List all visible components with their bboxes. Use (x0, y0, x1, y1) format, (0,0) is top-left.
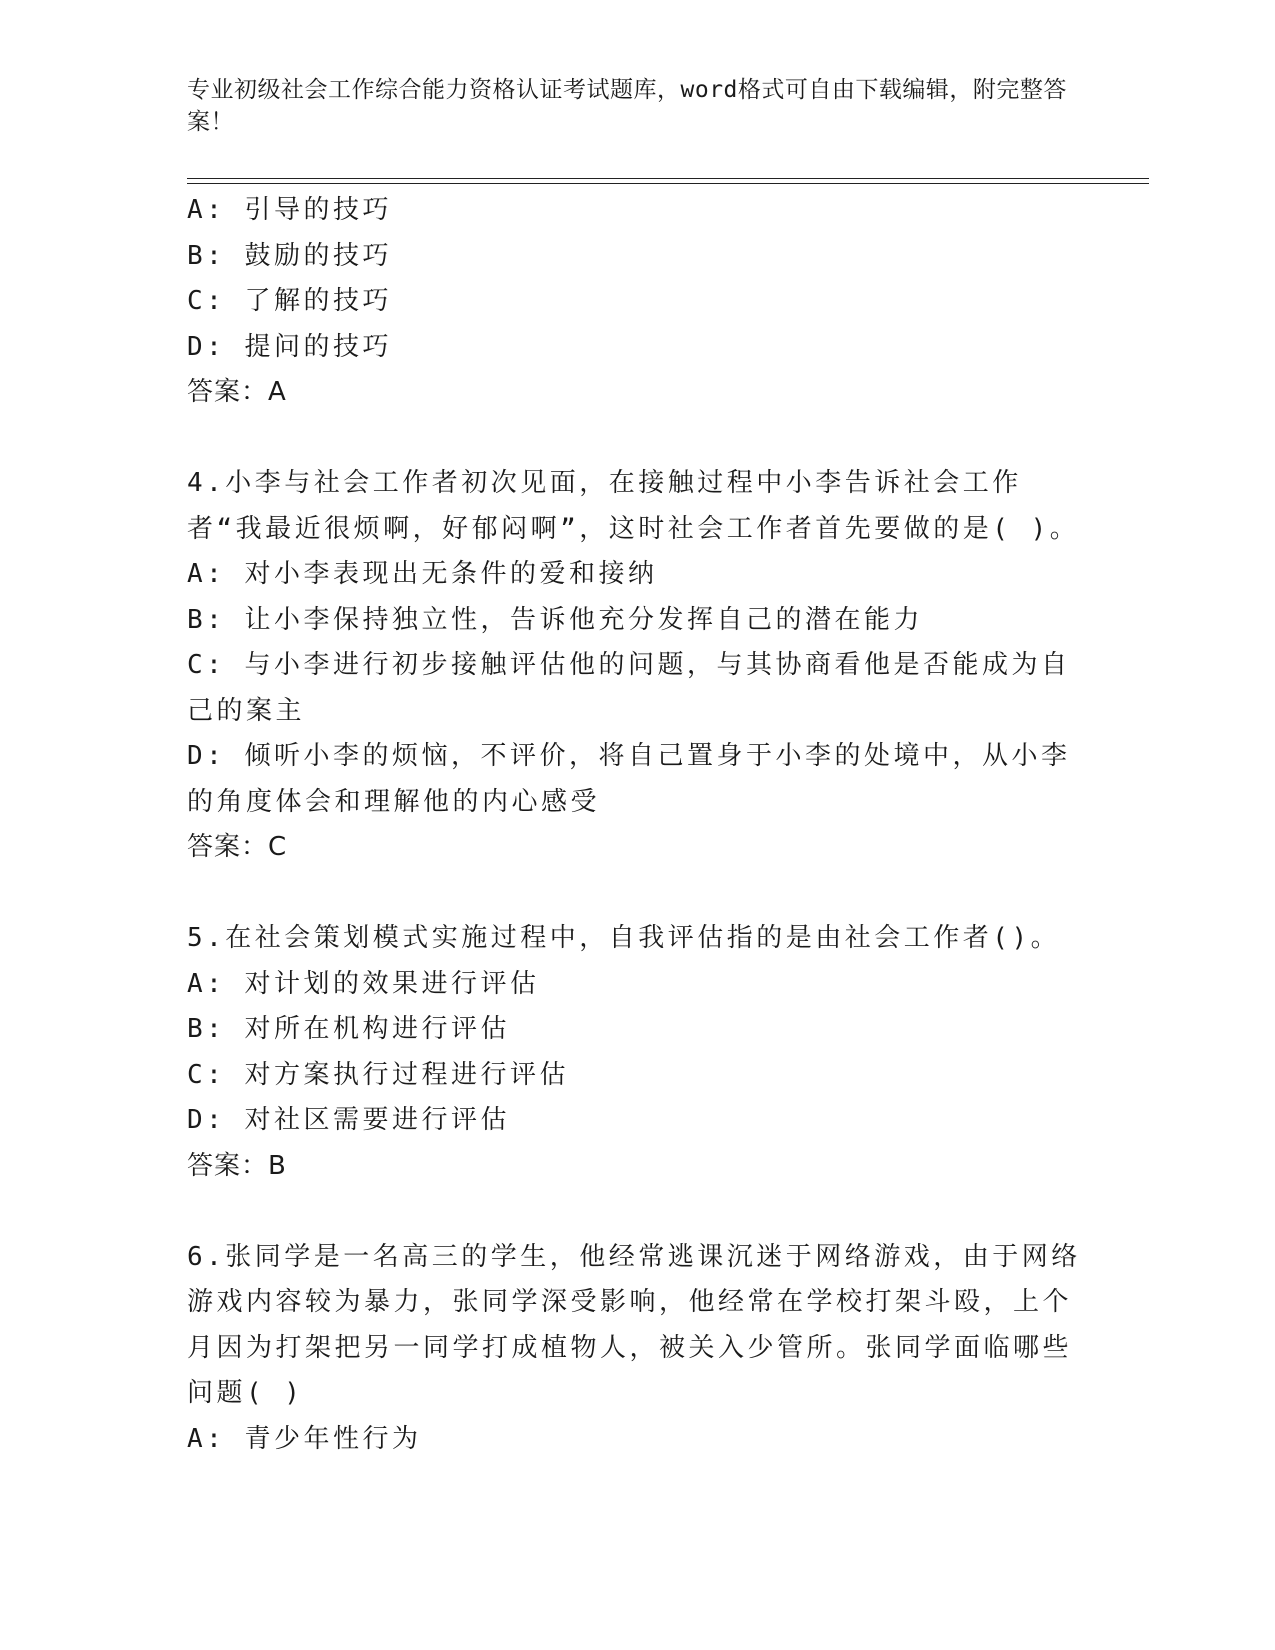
spacer (187, 416, 1087, 462)
spacer (187, 871, 1087, 917)
question-stem: 5.在社会策划模式实施过程中，自我评估指的是由社会工作者()。 (187, 923, 1061, 953)
header-divider (187, 178, 1149, 184)
option-d: D: 倾听小李的烦恼，不评价，将自己置身于小李的处境中，从小李的角度体会和理解他的内心感受 (187, 741, 1071, 817)
option-a: A: 引导的技巧 (187, 195, 392, 225)
question-6 (187, 1235, 1087, 1463)
question-list (187, 188, 1087, 1462)
option-a: A: 对小李表现出无条件的爱和接纳 (187, 559, 658, 589)
option-b: B: 对所在机构进行评估 (187, 1014, 510, 1044)
option-a: A: 青少年性行为 (187, 1423, 422, 1454)
spacer (187, 1189, 1087, 1235)
option-b: B: 鼓励的技巧 (187, 240, 392, 271)
option-a: A: 对计划的效果进行评估 (187, 968, 540, 999)
question-3 (187, 188, 1087, 416)
answer-line: 答案：C (187, 832, 288, 862)
option-c: C: 对方案执行过程进行评估 (187, 1059, 569, 1090)
question-stem: 4.小李与社会工作者初次见面，在接触过程中小李告诉社会工作者“我最近很烦啊，好郁闷啊”，这时社会工作者首先要做的是( )。 (187, 468, 1080, 544)
option-c: C: 与小李进行初步接触评估他的问题，与其协商看他是否能成为自己的案主 (187, 650, 1071, 726)
answer-line: 答案：A (187, 377, 287, 407)
option-d: D: 对社区需要进行评估 (187, 1105, 510, 1135)
answer-line: 答案：B (187, 1150, 287, 1181)
question-4 (187, 461, 1087, 871)
question-5 (187, 916, 1087, 1189)
question-stem: 6.张同学是一名高三的学生，他经常逃课沉迷于网络游戏，由于网络游戏内容较为暴力，张同学深受影响，他经常在学校打架斗殴，上个月因为打架把另一同学打成植物人，被关入少管所。张同学面临哪些问题( ) (187, 1241, 1081, 1408)
option-d: D: 提问的技巧 (187, 331, 392, 362)
option-b: B: 让小李保持独立性，告诉他充分发挥自己的潜在能力 (187, 604, 923, 635)
document-header: 专业初级社会工作综合能力资格认证考试题库，word格式可自由下载编辑，附完整答案！ (187, 77, 1067, 135)
option-c: C: 了解的技巧 (187, 286, 392, 316)
